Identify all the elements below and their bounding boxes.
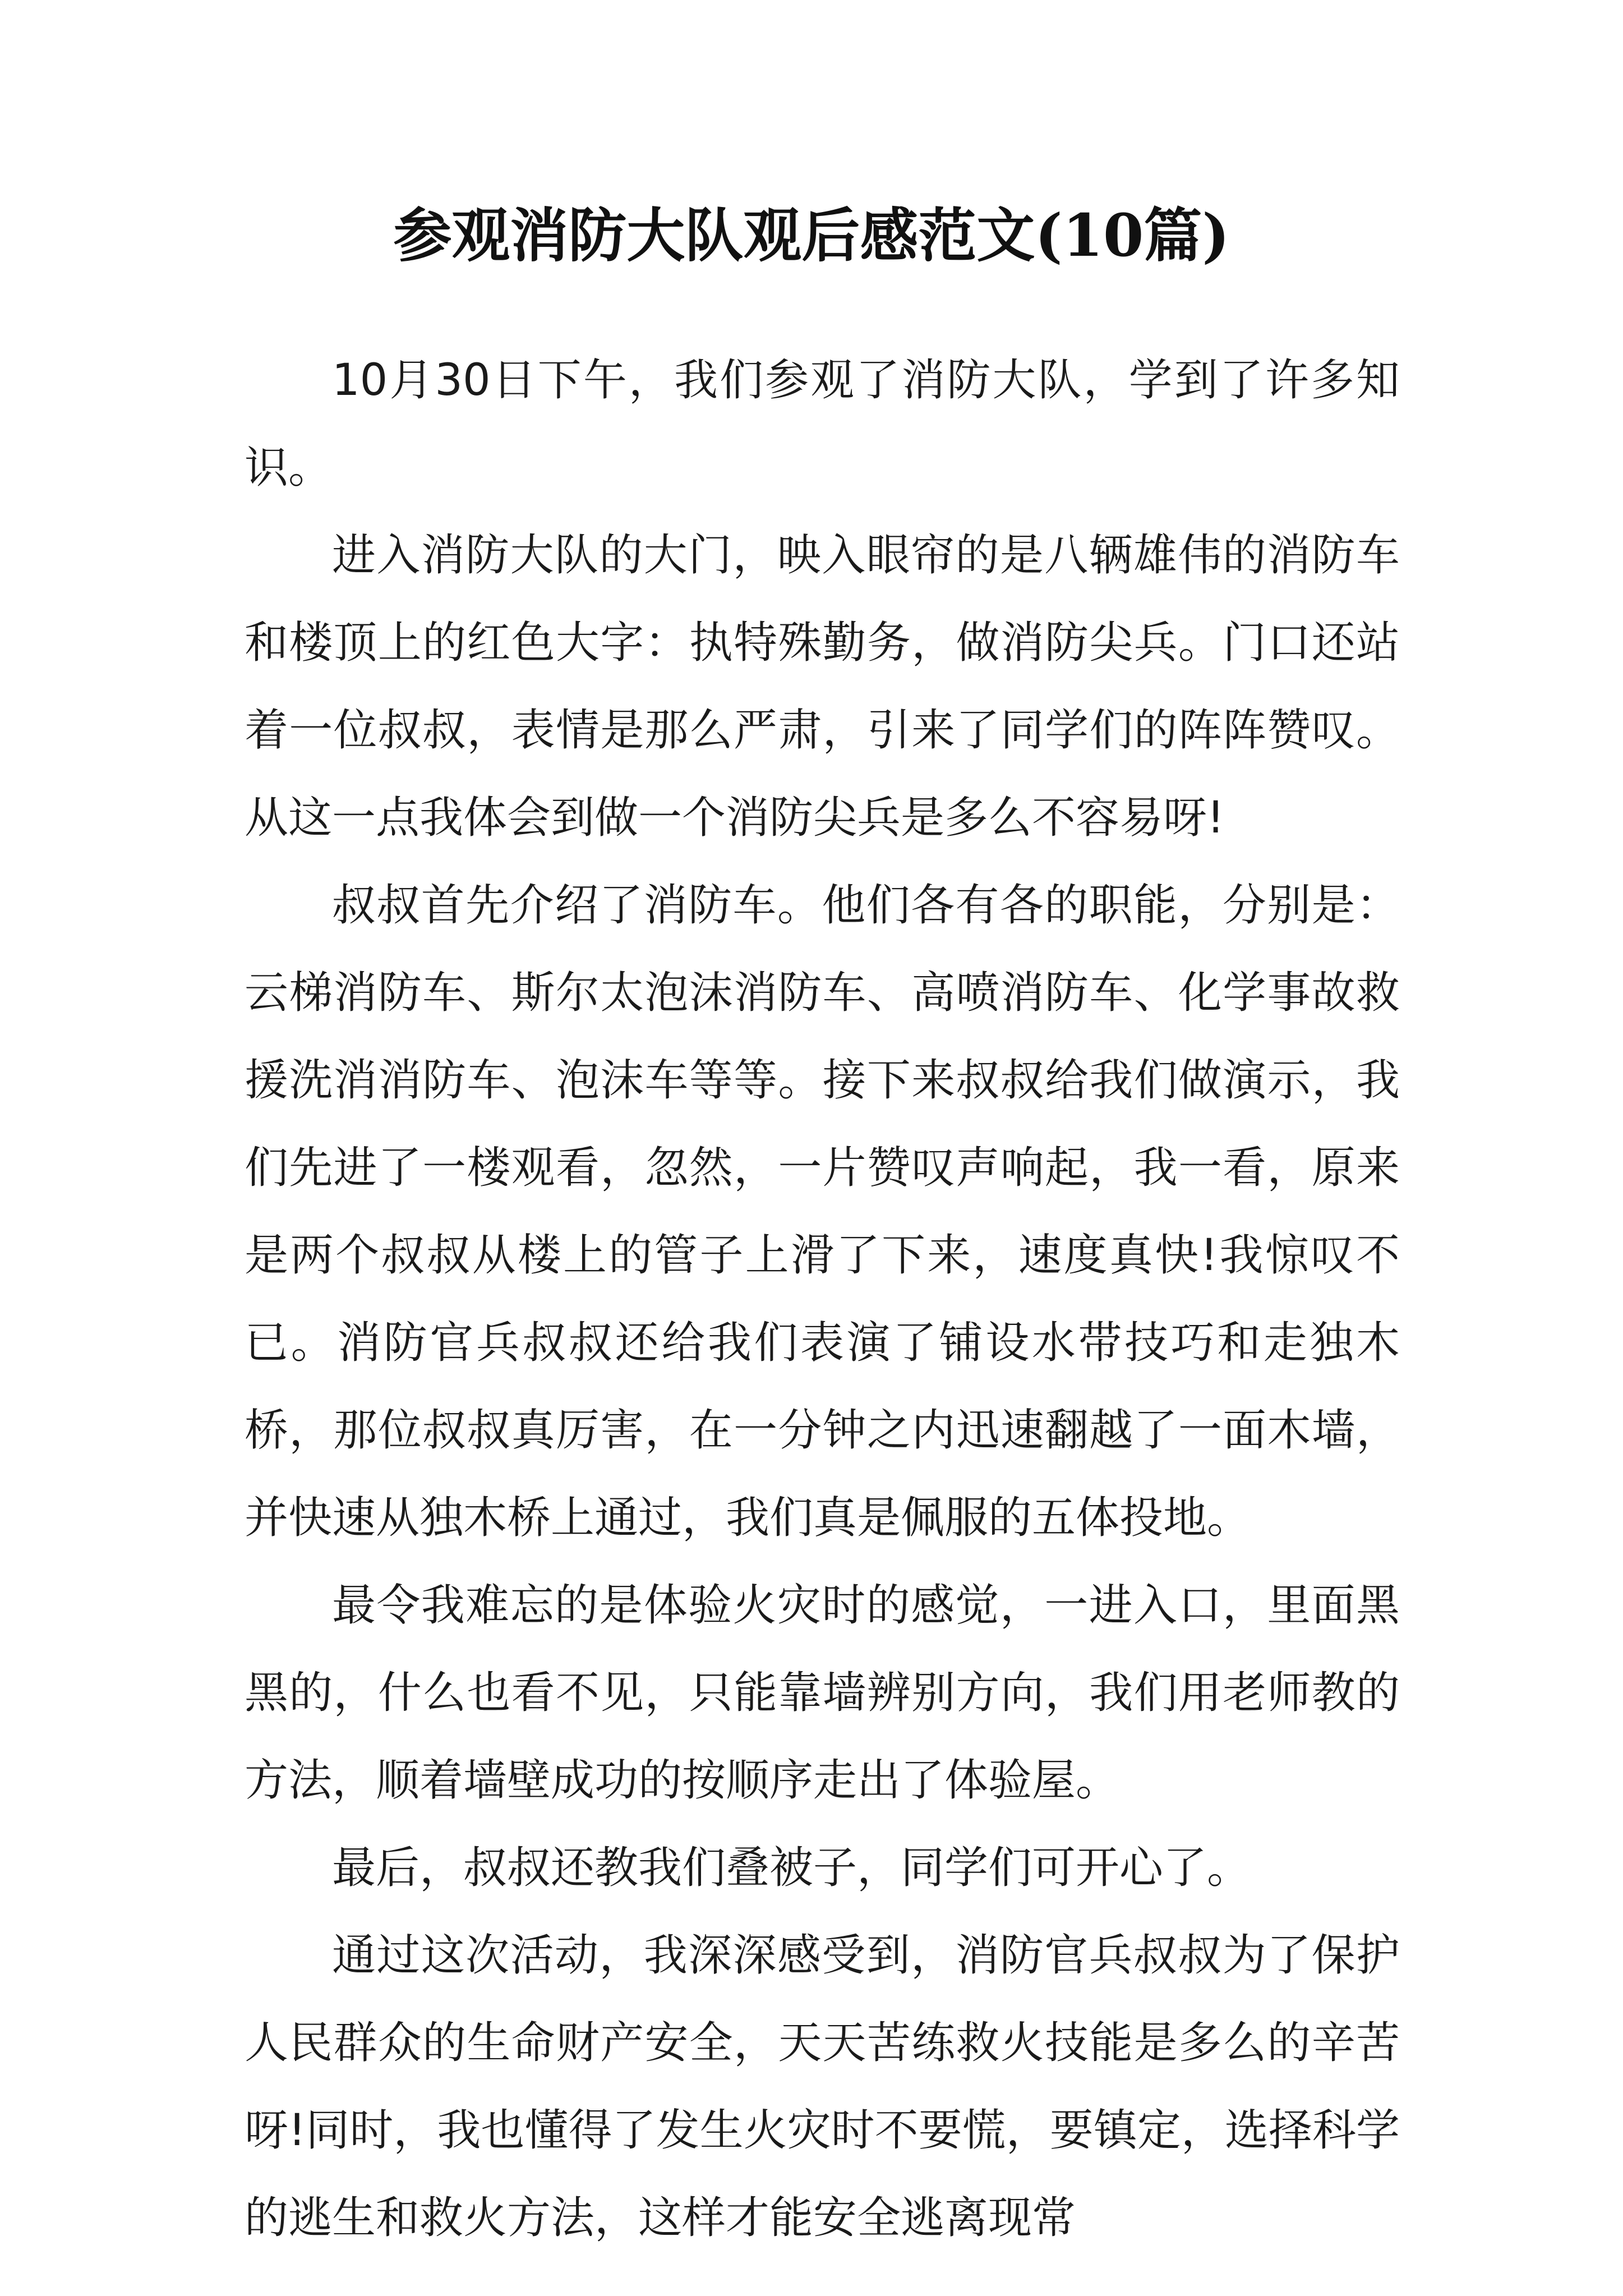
paragraph-3: 叔叔首先介绍了消防车。他们各有各的职能，分别是：云梯消防车、斯尔太泡沫消防车、高喷消防车、化学事故救援洗消消防车、泡沫车等等。接下来叔叔给我们做演示，我们先进了一楼观看，忽然，一片赞叹声响起，我一看，原来是两个叔叔从楼上的管子上滑了下来，速度真快!我惊叹不已。消防官兵叔叔还给我们表演了铺设水带技巧和走独木桥，那位叔叔真厉害，在一分钟之内迅速翻越了一面木墙，并快速从独木桥上通过，我们真是佩服的五体投地。 — [245, 880, 1400, 1543]
paragraph-2: 进入消防大队的大门，映入眼帘的是八辆雄伟的消防车和楼顶上的红色大字：执特殊勤务，做消防尖兵。门口还站着一位叔叔，表情是那么严肃，引来了同学们的阵阵赞叹。从这一点我体会到做一个消防尖兵是多么不容易呀! — [245, 530, 1400, 843]
paragraph-4: 最令我难忘的是体验火灾时的感觉，一进入口，里面黑黑的，什么也看不见，只能靠墙辨别方向，我们用老师教的方法，顺着墙壁成功的按顺序走出了体验屋。 — [245, 1580, 1400, 1806]
document-body — [245, 337, 1400, 2262]
paragraph-5: 最后，叔叔还教我们叠被子，同学们可开心了。 — [332, 1843, 1251, 1893]
paragraph-6: 通过这次活动，我深深感受到，消防官兵叔叔为了保护人民群众的生命财产安全，天天苦练救火技能是多么的辛苦呀!同时，我也懂得了发生火灾时不要慌，要镇定，选择科学的逃生和救火方法，这样才能安全逃离现常 — [245, 1930, 1400, 2243]
paragraph-1: 10月30日下午，我们参观了消防大队，学到了许多知识。 — [245, 355, 1400, 493]
document-title: 参观消防大队观后感范文(10篇) — [393, 201, 1230, 270]
